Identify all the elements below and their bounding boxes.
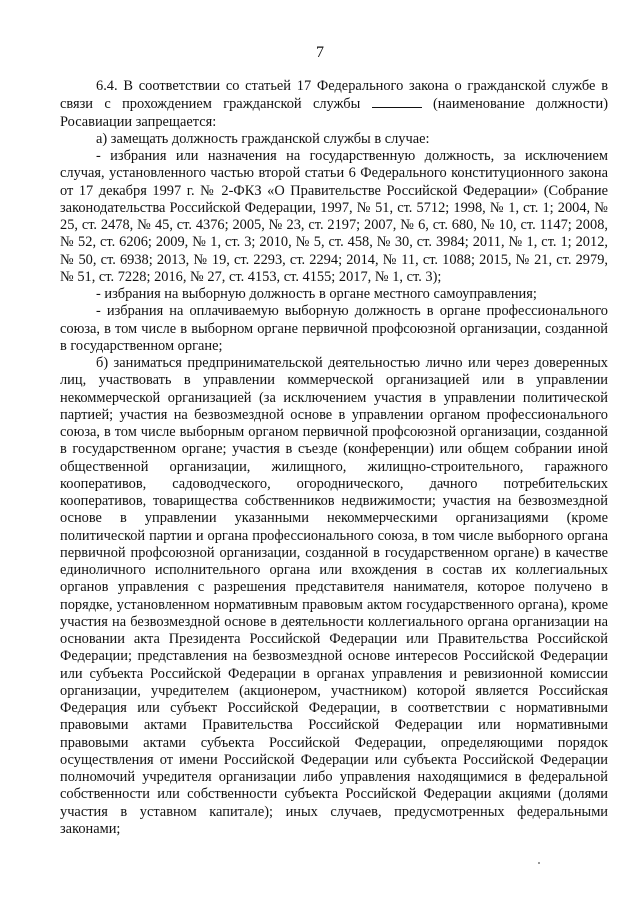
scan-speck [538,862,540,864]
clause-a-item-1: - избрания или назначения на государственную должность, за исключением случая, установленного частью второй статьи 6 Федерального конституционного закона от 17 декабря 1997 г. № 2-ФКЗ «О Правительстве Российской Федерации» (Собрание законодательства Российской Федерации, 1997, № 51, ст. 5712; 1998, № 1, ст. 1; 2004, № 25, ст. 2478, № 45, ст. 4376; 2005, № 23, ст. 2197; 2007, № 6, ст. 680, № 10, ст. 1147; 2008, № 52, ст. 6206; 2009, № 1, ст. 3; 2010, № 5, ст. 458, № 30, ст. 3984; 2011, № 1, ст. 1; 2012, № 50, ст. 6938; 2013, № 19, ст. 2293, ст. 2294; 2014, № 11, ст. 1088; 2015, № 21, ст. 2979, № 51, ст. 7228; 2016, № 27, ст. 4153, ст. 4155; 2017, № 1, ст. 3); [60,148,608,285]
blank-position-field [372,95,422,108]
intro-text-end: (наименование должности) Росавиации запрещается: [60,96,608,130]
clause-a: а) замещать должность гражданской службы в случае: [96,130,430,147]
clause-a-item-3: - избрания на оплачиваемую выборную должность в органе профессионального союза, в том числе в выборном органе первичной профсоюзной организации, созданной в государственном органе; [60,303,608,354]
clause-b: б) заниматься предпринимательской деятельностью лично или через доверенных лиц, участвовать в управлении коммерческой организацией или в управлении некоммерческой организацией (за исключением участия в управлении политической партией; участия на безвозмездной основе в управлении органом профессионального союза, в том числе выборным органом первичной профсоюзной организации, созданной в государственном органе; участия в съезде (конференции) или общем собрании иной общественной организации, жилищного, жилищно-строительного, гаражного кооперативов, садоводческого, огороднического, дачного потребительских кооперативов, товарищества собственников недвижимости; участия на безвозмездной основе в управлении указанными некоммерческими организациями (кроме политической партии и органа профессионального союза, в том числе выборного органа первичной профсоюзной организации, созданной в государственном органе) в качестве единоличного исполнительного органа или вхождения в состав их коллегиальных органов управления с разрешения представителя нанимателя, которое получено в порядке, установленном нормативным правовым актом государственного органа), кроме участия на безвозмездной основе в деятельности коллегиального органа организации на основании акта Президента Российской Федерации или Правительства Российской Федерации; представления на безвозмездной основе интересов Российской Федерации или субъекта Российской Федерации в органах управления и ревизионной комиссии организации, учредителем (акционером, участником) которой является Российская Федерация или субъект Российской Федерации, в соответствии с нормативными правовыми актами Правительства Российской Федерации или нормативными правовыми актами субъекта Российской Федерации, определяющими порядок осуществления от имени Российской Федерации или субъекта Российской Федерации полномочий учредителя организации либо управления находящимися в федеральной собственности или собственности субъекта Российской Федерации акциями (долями участия в уставном капитале); иных случаев, предусмотренных федеральными законами; [60,355,608,837]
page-number: 7 [316,44,324,61]
clause-a-item-2: - избрания на выборную должность в органе местного самоуправления; [96,286,537,302]
section-6-4-intro [60,78,608,131]
document-body [60,78,608,838]
intro-text-start: 6.4. В соответствии со статьей 17 Федерального закона о гражданской службе в связи с прохождением гражданской службы [60,78,608,113]
